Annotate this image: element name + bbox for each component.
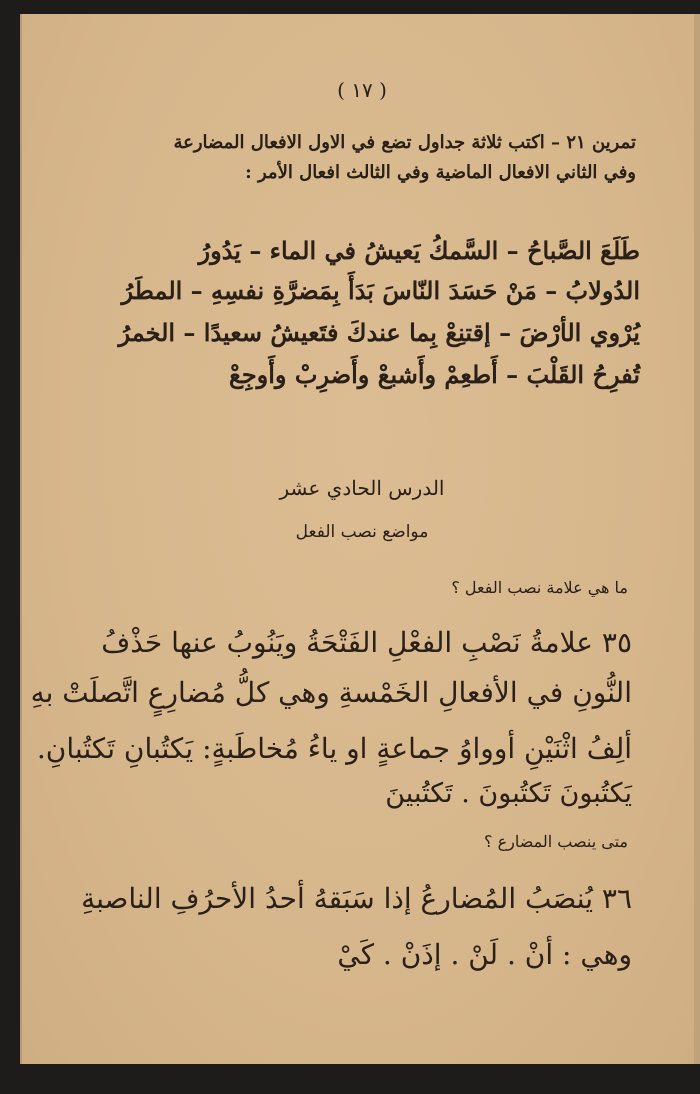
question-heading: ما هي علامة نصب الفعل ؟ <box>451 578 628 597</box>
answer-line: وهي : أنْ . لَنْ . إذَنْ . كَيْ <box>337 938 632 971</box>
answer-line: ألِفُ اثْنَيْنِ أوواوُ جماعةٍ او ياءُ مُخاطَبةٍ: يَكتُبانِ تَكتُبانِ. <box>36 732 632 765</box>
answer-line: النُّونِ في الأفعالِ الخَمْسةِ وهي كلُّ مُضارِعٍ اتَّصلَتْ بهِ <box>30 676 632 709</box>
exercise-instruction-line-1: تمرين ٢١ – اكتب ثلاثة جداول تضع في الاول الافعال المضارعة <box>173 132 636 153</box>
answer-line: ٣٦ يُنصَبُ المُضارعُ إذا سَبَقهُ أحدُ الأحرُفِ الناصبةِ <box>81 882 632 915</box>
exercise-sentence-line: يُرْوي الأرْضَ – إقتنِعْ بِما عندكَ فتَعيشُ سعيدًا – الخمرُ <box>118 318 640 347</box>
lesson-subtitle: مواضع نصب الفعل <box>295 522 429 542</box>
page-edge <box>694 14 700 1064</box>
answer-line: يَكتُبونَ تَكتُبونَ . تَكتُبينَ <box>385 778 632 809</box>
exercise-instruction-line-2: وفي الثاني الافعال الماضية وفي الثالث افعال الأمر : <box>245 162 636 183</box>
exercise-sentence-line: تُفرِحُ القَلْبَ – أَطعِمْ وأَشبعْ وأَضرِبْ وأَوجِعْ <box>229 360 640 389</box>
question-heading: متى ينصب المضارع ؟ <box>484 832 628 851</box>
exercise-sentence-line: طَلَعَ الصَّباحُ – السَّمكُ يَعيشُ في الماء – يَدُورُ <box>198 236 640 265</box>
exercise-sentence-line: الدُولابُ – مَنْ حَسَدَ النّاسَ بَدَأَ بِمَضرَّةِ نفسِهِ – المطَرُ <box>121 276 640 305</box>
lesson-title: الدرس الحادي عشر <box>279 476 445 500</box>
book-page <box>20 14 700 1064</box>
page-number: ( ١٧ ) <box>337 78 387 102</box>
answer-line: ٣٥ علامةُ نَصْبِ الفعْلِ الفَتْحَةُ ويَنُوبُ عنها حَذْفُ <box>101 626 632 659</box>
